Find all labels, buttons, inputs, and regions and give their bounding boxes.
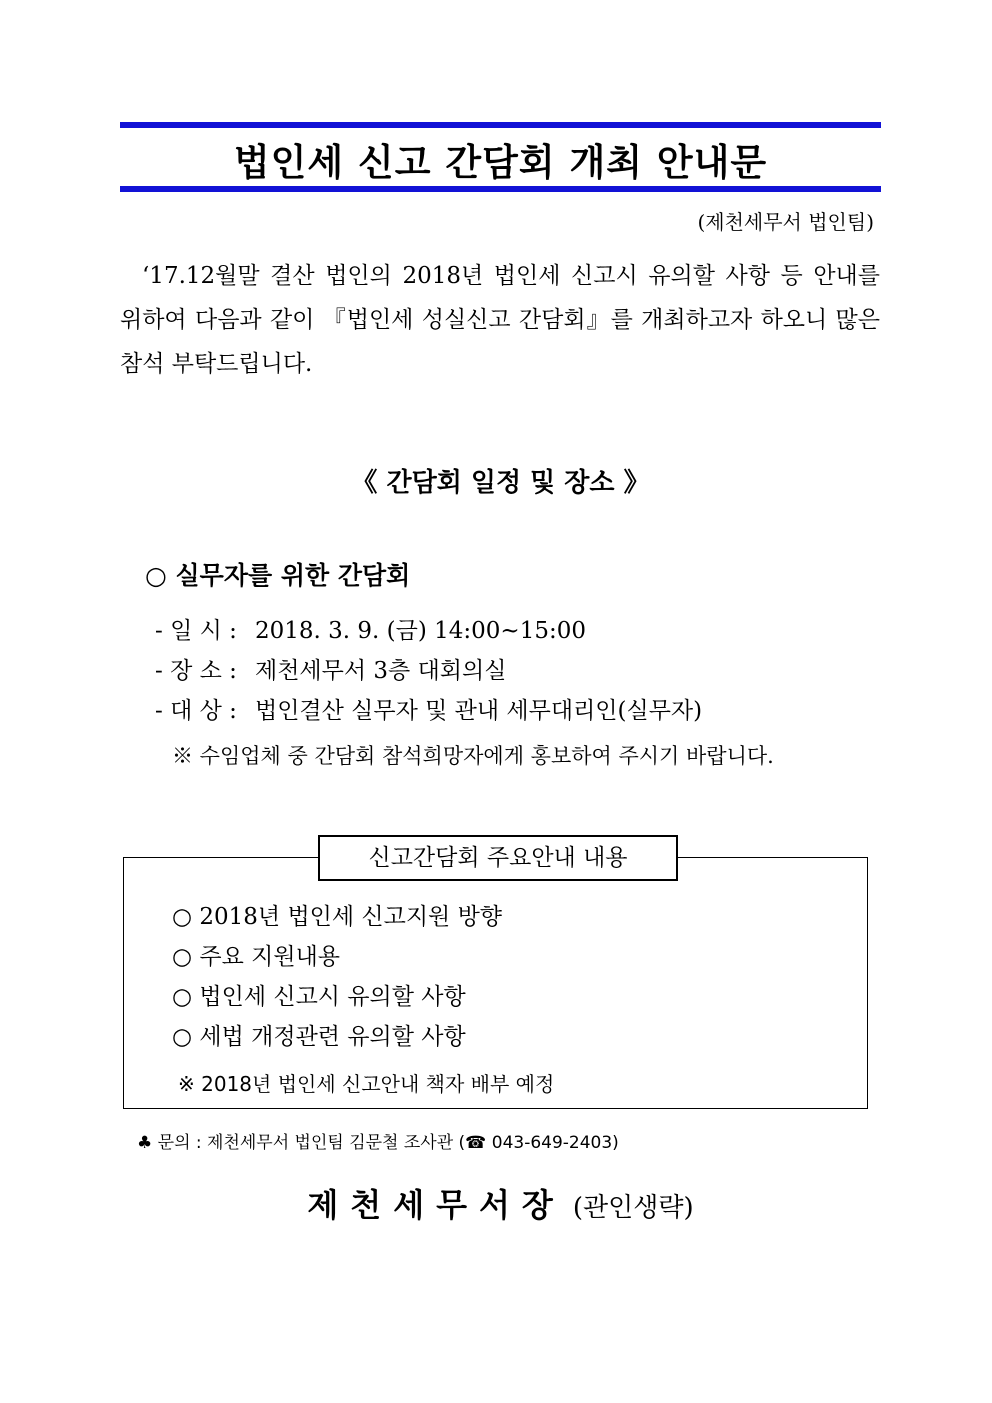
intro-paragraph: ‘17.12월말 결산 법인의 2018년 법인세 신고시 유의할 사항 등 안내를 위하여 다음과 같이 『법인세 성실신고 간담회』를 개최하고자 하오니 많은 참석 부탁드립니다. [120, 263, 880, 377]
document-title: 법인세 신고 간담회 개최 안내문 [233, 141, 768, 184]
contact-info: ♣ 문의 : 제천세무서 법인팀 김문철 조사관 (☎ 043-649-2403) [137, 1133, 619, 1153]
box-item: ○ 2018년 법인세 신고지원 방향 [172, 904, 503, 930]
seal-omitted-note: (관인생략) [572, 1193, 694, 1223]
detail-audience [155, 692, 702, 725]
box-item: ○ 법인세 신고시 유의할 사항 [172, 984, 466, 1010]
title-rule-top [120, 122, 881, 128]
detail-value: 2018. 3. 9. (금) 14:00~15:00 [255, 618, 586, 644]
title-rule-bottom [120, 186, 881, 192]
detail-label: - 일 시 : [155, 618, 237, 644]
detail-label: - 장 소 : [155, 658, 237, 684]
box-item: ○ 주요 지원내용 [172, 944, 340, 970]
detail-location [155, 652, 506, 685]
detail-label: - 대 상 : [155, 698, 237, 724]
issuing-department: (제천세무서 법인팀) [697, 210, 874, 234]
schedule-section-title: 《 간담회 일정 및 장소 》 [351, 468, 650, 498]
key-content-box-title: 신고간담회 주요안내 내용 [318, 835, 678, 881]
box-note: ※ 2018년 법인세 신고안내 책자 배부 예정 [178, 1072, 555, 1096]
signature-block [120, 1180, 881, 1226]
signature-name: 제천세무서장 [307, 1186, 565, 1224]
box-item: ○ 세법 개정관련 유의할 사항 [172, 1024, 466, 1050]
detail-value: 법인결산 실무자 및 관내 세무대리인(실무자) [255, 698, 703, 724]
session-note: ※ 수임업체 중 간담회 참석희망자에게 홍보하여 주시기 바랍니다. [172, 744, 774, 768]
detail-value: 제천세무서 3층 대회의실 [255, 658, 507, 684]
session-heading: ○ 실무자를 위한 간담회 [145, 561, 411, 590]
detail-datetime [155, 612, 586, 645]
